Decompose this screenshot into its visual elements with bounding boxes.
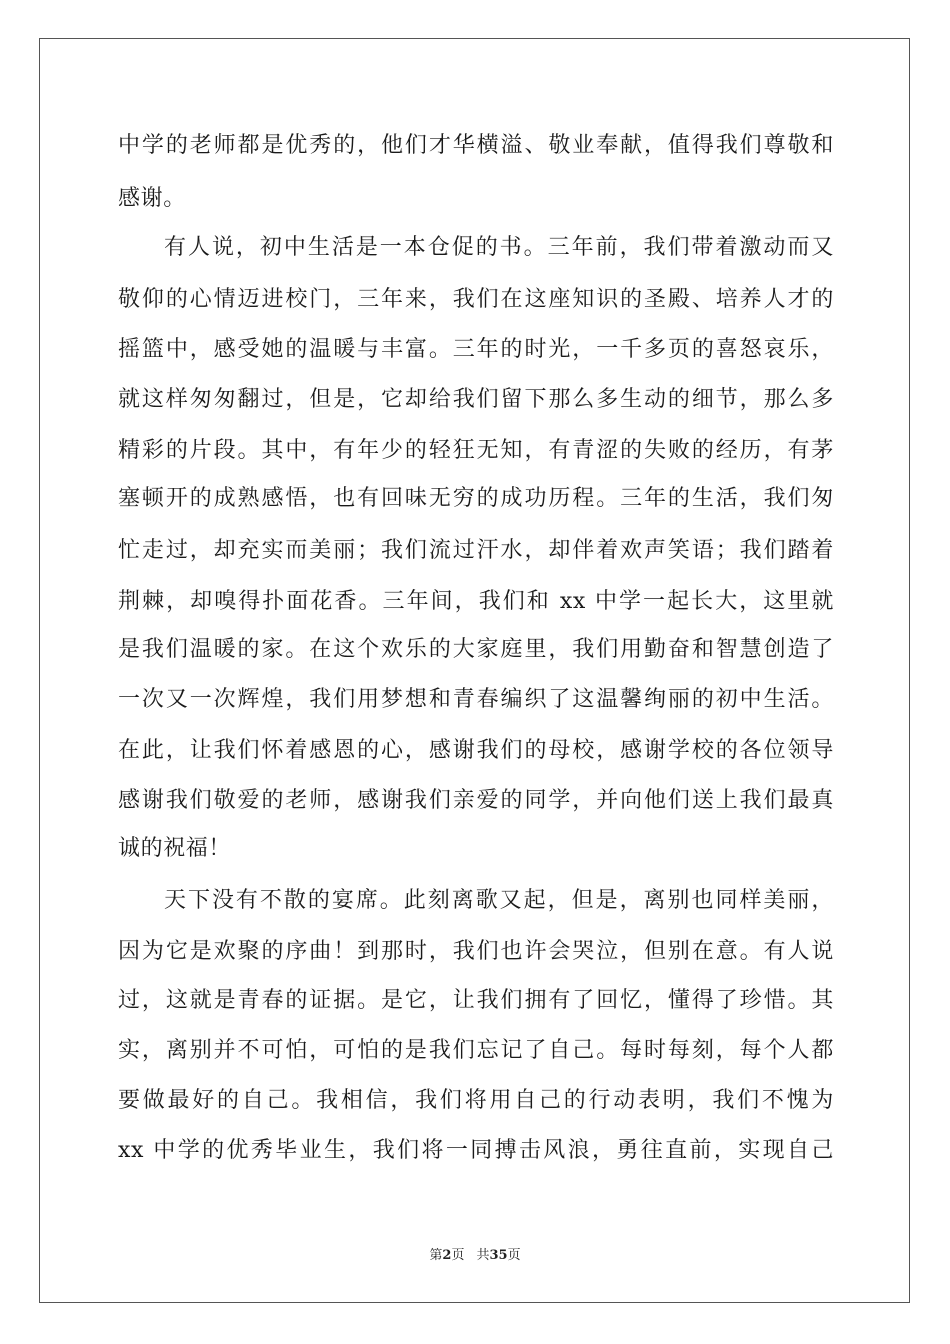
total-suffix: 页 <box>507 1248 521 1263</box>
text-line: 实，离别并不可怕，可怕的是我们忘记了自己。每时每刻，每个人都 <box>118 1038 834 1063</box>
text-line: 荆棘，却嗅得扑面花香。三年间，我们和 xx 中学一起长大，这里就 <box>118 589 834 614</box>
page-suffix: 页 <box>451 1248 465 1263</box>
text-line: 诚的祝福！ <box>118 836 232 861</box>
text-line: 一次又一次辉煌，我们用梦想和青春编织了这温馨绚丽的初中生活。 <box>118 687 834 712</box>
text-line: 忙走过，却充实而美丽；我们流过汗水，却伴着欢声笑语；我们踏着 <box>118 538 834 563</box>
total-pages: 35 <box>489 1248 508 1263</box>
text-line: 因为它是欢聚的序曲！到那时，我们也许会哭泣，但别在意。有人说 <box>118 939 834 964</box>
total-prefix: 共 <box>476 1248 490 1263</box>
text-line: 中学的老师都是优秀的，他们才华横溢、敬业奉献，值得我们尊敬和 <box>118 133 834 158</box>
page-prefix: 第 <box>429 1248 443 1263</box>
text-line: 塞顿开的成熟感悟，也有回味无穷的成功历程。三年的生活，我们匆 <box>118 486 834 511</box>
text-line: 过，这就是青春的证据。是它，让我们拥有了回忆，懂得了珍惜。其 <box>118 988 834 1013</box>
text-line: 在此，让我们怀着感恩的心，感谢我们的母校，感谢学校的各位领导 <box>118 738 834 763</box>
text-line: 摇篮中，感受她的温暖与丰富。三年的时光，一千多页的喜怒哀乐， <box>118 337 834 362</box>
text-line: 精彩的片段。其中，有年少的轻狂无知，有青涩的失败的经历，有茅 <box>118 438 834 463</box>
text-line: 感谢我们敬爱的老师，感谢我们亲爱的同学，并向他们送上我们最真 <box>118 788 834 813</box>
page-number: 2 <box>442 1248 452 1263</box>
text-line: 感谢。 <box>118 186 186 211</box>
text-line: 就这样匆匆翻过，但是，它却给我们留下那么多生动的细节，那么多 <box>118 387 834 412</box>
text-line: 是我们温暖的家。在这个欢乐的大家庭里，我们用勤奋和智慧创造了 <box>118 637 834 662</box>
text-line: 有人说，初中生活是一本仓促的书。三年前，我们带着激动而又 <box>164 235 834 260</box>
text-line: 天下没有不散的宴席。此刻离歌又起，但是，离别也同样美丽， <box>164 888 834 913</box>
page-footer <box>0 1247 950 1265</box>
text-line: xx 中学的优秀毕业生，我们将一同搏击风浪，勇往直前，实现自己 <box>118 1138 834 1163</box>
text-line: 要做最好的自己。我相信，我们将用自己的行动表明，我们不愧为 <box>118 1088 834 1113</box>
text-line: 敬仰的心情迈进校门，三年来，我们在这座知识的圣殿、培养人才的 <box>118 287 834 312</box>
